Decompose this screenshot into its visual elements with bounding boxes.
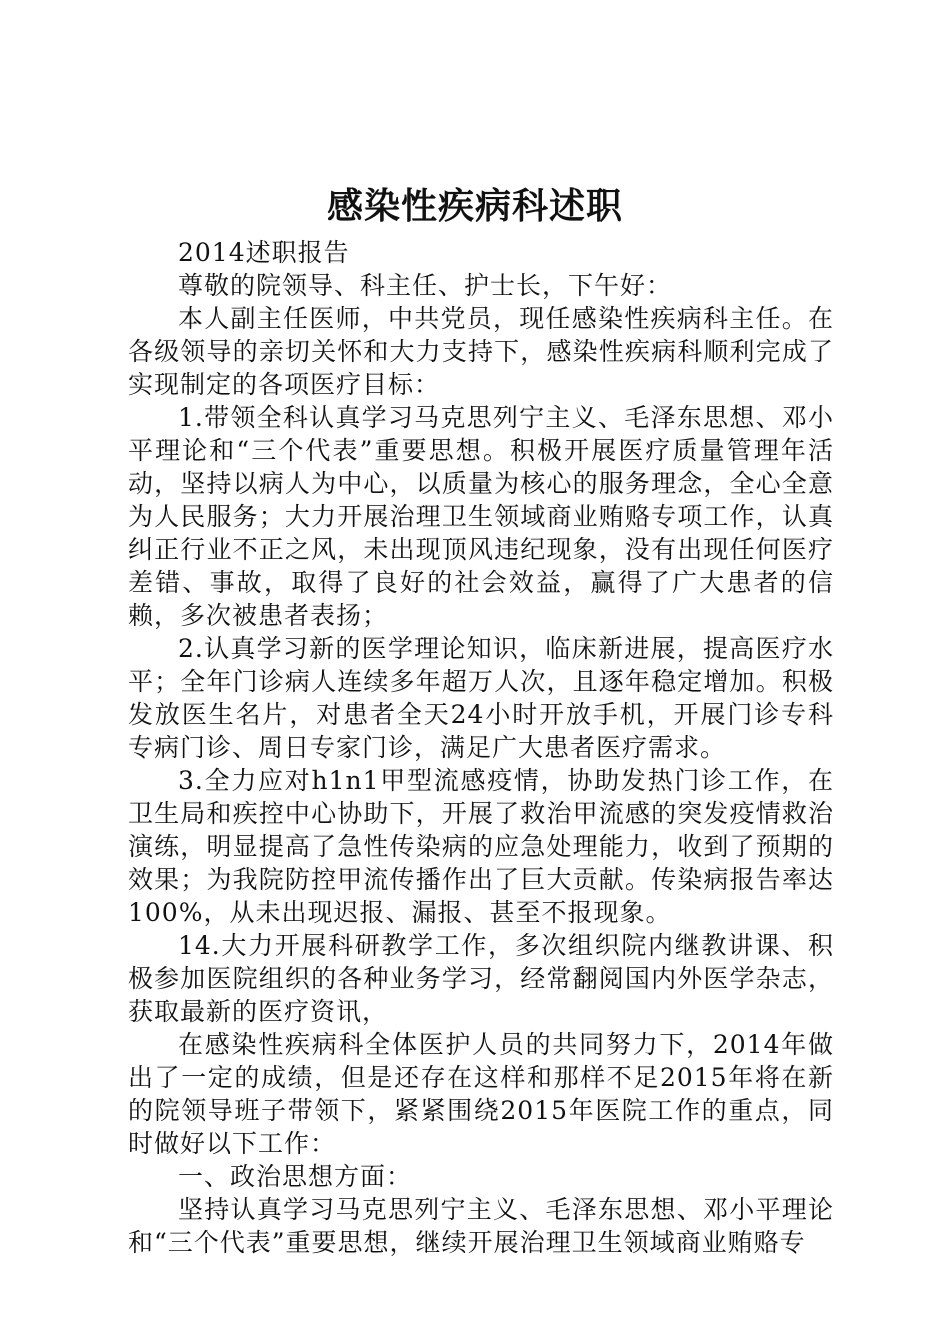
- paragraph-greeting: 尊敬的院领导、科主任、护士长，下午好：: [178, 271, 673, 300]
- paragraph-section-body: 坚持认真学习马克思列宁主义、毛泽东思想、邓小平理论和“三个代表”重要思想，继续开展治理卫生领域商业贿赂专: [128, 1195, 834, 1257]
- paragraph-item-2: 2.认真学习新的医学理论知识，临床新进展，提高医疗水平；全年门诊病人连续多年超万人次，且逐年稳定增加。积极发放医生名片，对患者全天24小时开放手机，开展门诊专科专病门诊、周日专家门诊，满足广大患者医疗需求。: [128, 634, 834, 762]
- paragraph-section-heading: 一、政治思想方面：: [178, 1162, 413, 1191]
- paragraph-item-3: 3.全力应对h1n1甲型流感疫情，协助发热门诊工作，在卫生局和疾控中心协助下，开展了救治甲流感的突发疫情救治演练，明显提高了急性传染病的应急处理能力，收到了预期的效果；为我院防控甲流传播作出了巨大贡献。传染病报告率达100%，从未出现迟报、漏报、甚至不报现象。: [128, 766, 834, 927]
- document-body: [128, 236, 834, 1259]
- paragraph-summary: 在感染性疾病科全体医护人员的共同努力下，2014年做出了一定的成绩，但是还存在这样和那样不足2015年将在新的院领导班子带领下，紧紧围绕2015年医院工作的重点，同时做好以下工作：: [128, 1030, 834, 1158]
- paragraph-item-1: 1.带领全科认真学习马克思列宁主义、毛泽东思想、邓小平理论和“三个代表”重要思想。积极开展医疗质量管理年活动，坚持以病人为中心，以质量为核心的服务理念，全心全意为人民服务；大力开展治理卫生领域商业贿赂专项工作，认真纠正行业不正之风，未出现顶风违纪现象，没有出现任何医疗差错、事故，取得了良好的社会效益，赢得了广大患者的信赖，多次被患者表扬；: [128, 403, 834, 630]
- paragraph-introduction: 本人副主任医师，中共党员，现任感染性疾病科主任。在各级领导的亲切关怀和大力支持下，感染性疾病科顺利完成了实现制定的各项医疗目标：: [128, 304, 834, 399]
- paragraph-item-4: 14.大力开展科研教学工作，多次组织院内继教讲课、积极参加医院组织的各种业务学习，经常翻阅国内外医学杂志，获取最新的医疗资讯，: [128, 931, 834, 1026]
- document-title: 感染性疾病科述职: [326, 186, 623, 227]
- paragraph-report-year: 2014述职报告: [178, 238, 350, 267]
